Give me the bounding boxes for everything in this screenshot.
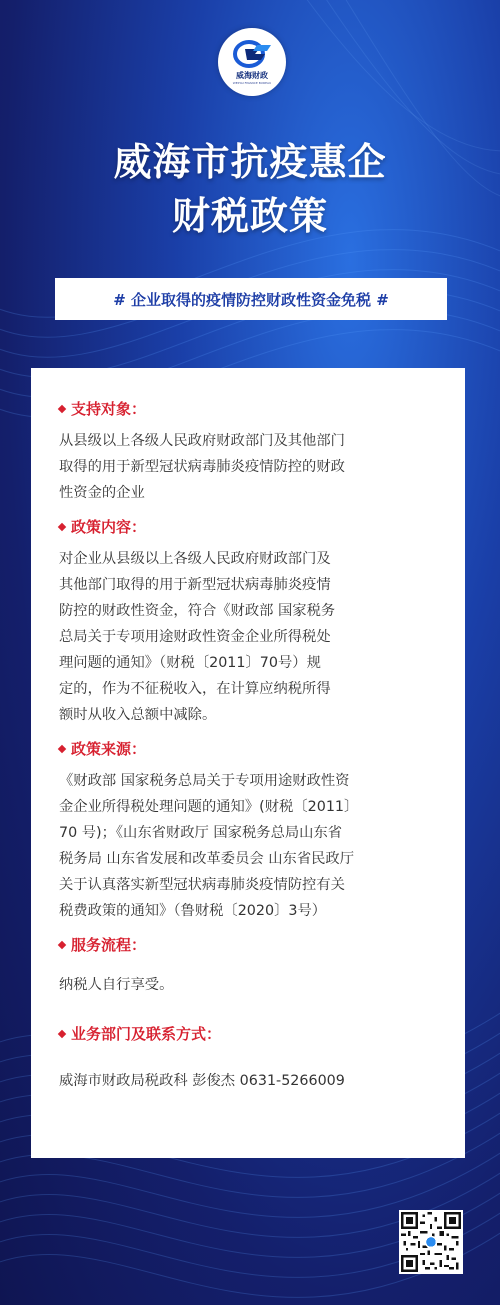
- section-heading-policy-source: [59, 738, 146, 759]
- diamond-bullet-icon: [58, 1029, 66, 1037]
- section-heading-policy-content: [59, 516, 146, 537]
- section-heading-service-process: [59, 934, 146, 955]
- section-body-policy-source: [59, 768, 445, 924]
- section-heading-text: 政策来源：: [71, 740, 147, 758]
- body-line: 从县级以上各级人民政府财政部门及其他部门: [59, 433, 345, 449]
- qr-code-icon: [401, 1212, 461, 1272]
- body-line: 税务局 山东省发展和改革委员会 山东省民政厅: [59, 851, 355, 867]
- body-line: 70 号)；《山东省财政厅 国家税务总局山东省: [59, 825, 343, 841]
- body-line: 定的，作为不征税收入，在计算应纳税所得: [59, 681, 331, 697]
- section-body-policy-content: [59, 546, 445, 728]
- body-line: 《财政部 国家税务总局关于专项用途财政性资: [59, 773, 350, 789]
- body-line: 金企业所得税处理问题的通知》(财税〔2011〕: [59, 799, 359, 815]
- body-line: 防控的财政性资金，符合《财政部 国家税务: [59, 603, 336, 619]
- section-heading-text: 业务部门及联系方式：: [71, 1025, 222, 1043]
- diamond-bullet-icon: [58, 522, 66, 530]
- qr-code[interactable]: [399, 1210, 463, 1274]
- body-line: 对企业从县级以上各级人民政府财政部门及: [59, 551, 331, 567]
- body-line: 其他部门取得的用于新型冠状病毒肺炎疫情: [59, 577, 331, 593]
- policy-card: [31, 368, 465, 1158]
- body-line: 威海市财政局税政科 彭俊杰 0631-5266009: [59, 1073, 345, 1089]
- diamond-bullet-icon: [58, 744, 66, 752]
- logo-tagline: WEIHAI FINANCE BUREAU: [232, 81, 272, 85]
- body-line: 税费政策的通知》（鲁财税〔2020〕3号）: [59, 903, 327, 919]
- page-title-line1: 威海市抗疫惠企: [113, 140, 387, 184]
- diamond-bullet-icon: [58, 404, 66, 412]
- section-body-contact: [59, 1068, 445, 1094]
- body-line: 取得的用于新型冠状病毒肺炎疫情防控的财政: [59, 459, 345, 475]
- diamond-bullet-icon: [58, 940, 66, 948]
- body-line: 性资金的企业: [59, 485, 145, 501]
- section-heading-text: 支持对象：: [71, 400, 147, 418]
- section-body-service-process: [59, 972, 445, 998]
- logo-name: 威海财政: [236, 70, 268, 80]
- body-line: 关于认真落实新型冠状病毒肺炎疫情防控有关: [59, 877, 345, 893]
- section-heading-support-target: [59, 398, 146, 419]
- topic-text: # 企业取得的疫情防控财政性资金免税 #: [113, 290, 389, 309]
- logo: [218, 28, 286, 96]
- topic-banner: [55, 278, 447, 320]
- body-line: 纳税人自行享受。: [59, 977, 174, 993]
- body-line: 额时从收入总额中减除。: [59, 707, 217, 723]
- page-title-line2: 财税政策: [171, 194, 328, 238]
- logo-mark-icon: [231, 39, 273, 69]
- section-body-support-target: [59, 428, 445, 506]
- section-heading-text: 服务流程：: [71, 936, 147, 954]
- body-line: 总局关于专项用途财政性资金企业所得税处: [59, 629, 331, 645]
- body-line: 理问题的通知》（财税〔2011〕70号）规: [59, 655, 321, 671]
- section-heading-contact: [59, 1023, 221, 1044]
- section-heading-text: 政策内容：: [71, 518, 147, 536]
